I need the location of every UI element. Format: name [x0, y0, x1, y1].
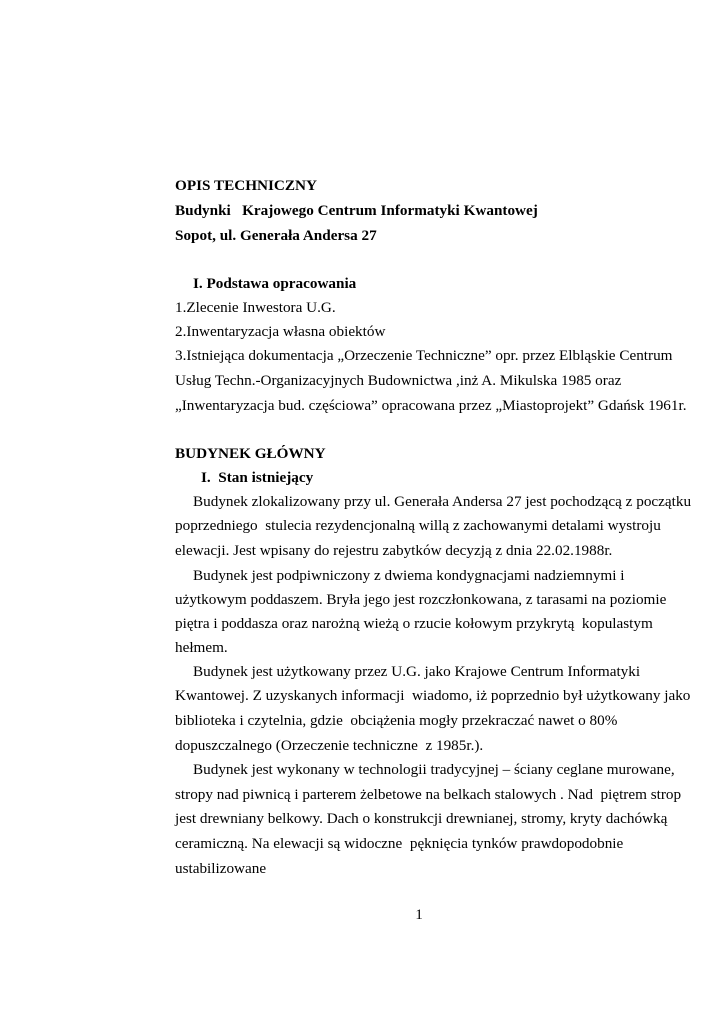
section-basis-heading: I. Podstawa opracowania — [193, 275, 357, 292]
body-line: hełmem. — [175, 639, 228, 656]
body-line: dopuszczalnego (Orzeczenie techniczne z 1985r.). — [175, 737, 484, 754]
document-title: OPIS TECHNICZNY — [175, 177, 317, 194]
body-line: jest drewniany belkowy. Dach o konstrukcji drewnianej, stromy, kryty dachówką — [175, 810, 668, 827]
document-subtitle: Budynki Krajowego Centrum Informatyki Kwantowej — [175, 202, 538, 219]
body-line: ceramiczną. Na elewacji są widoczne pęknięcia tynków prawdopodobnie — [175, 835, 624, 852]
body-line: poprzedniego stulecia rezydencjonalną willą z zachowanymi detalami wystroju — [175, 517, 661, 534]
main-building-subheading: I. Stan istniejący — [201, 469, 314, 486]
basis-item: 3.Istniejąca dokumentacja „Orzeczenie Techniczne” opr. przez Elbląskie Centrum — [175, 347, 673, 364]
body-line: stropy nad piwnicą i parterem żelbetowe na belkach stalowych . Nad piętrem strop — [175, 786, 682, 803]
body-line: biblioteka i czytelnia, gdzie obciążenia mogły przekraczać nawet o 80% — [175, 712, 618, 729]
body-line: Kwantowej. Z uzyskanych informacji wiadomo, iż poprzednio był użytkowany jako — [175, 687, 691, 704]
page-number — [0, 905, 724, 925]
body-line: Budynek jest podpiwniczony z dwiema kondygnacjami nadziemnymi i — [193, 567, 625, 584]
body-line: Budynek zlokalizowany przy ul. Generała Andersa 27 jest pochodzącą z początku — [193, 493, 692, 510]
document-address: Sopot, ul. Generała Andersa 27 — [175, 227, 377, 244]
basis-item: Usług Techn.-Organizacyjnych Budownictwa ,inż A. Mikulska 1985 oraz — [175, 372, 622, 389]
body-line: użytkowym poddaszem. Bryła jego jest rozczłonkowana, z tarasami na poziomie — [175, 591, 667, 608]
body-line: elewacji. Jest wpisany do rejestru zabytków decyzją z dnia 22.02.1988r. — [175, 542, 613, 559]
body-line: ustabilizowane — [175, 860, 267, 877]
basis-item: 2.Inwentaryzacja własna obiektów — [175, 323, 386, 340]
body-line: Budynek jest użytkowany przez U.G. jako Krajowe Centrum Informatyki — [193, 663, 641, 680]
basis-item: „Inwentaryzacja bud. częściowa” opracowana przez „Miastoprojekt” Gdańsk 1961r. — [175, 397, 687, 414]
body-line: Budynek jest wykonany w technologii tradycyjnej – ściany ceglane murowane, — [193, 761, 675, 778]
main-building-heading: BUDYNEK GŁÓWNY — [175, 445, 326, 462]
body-line: piętra i poddasza oraz narożną wieżą o rzucie kołowym przykrytą kopulastym — [175, 615, 653, 632]
page-number-text: 1 — [415, 906, 423, 923]
basis-item: 1.Zlecenie Inwestora U.G. — [175, 299, 336, 316]
